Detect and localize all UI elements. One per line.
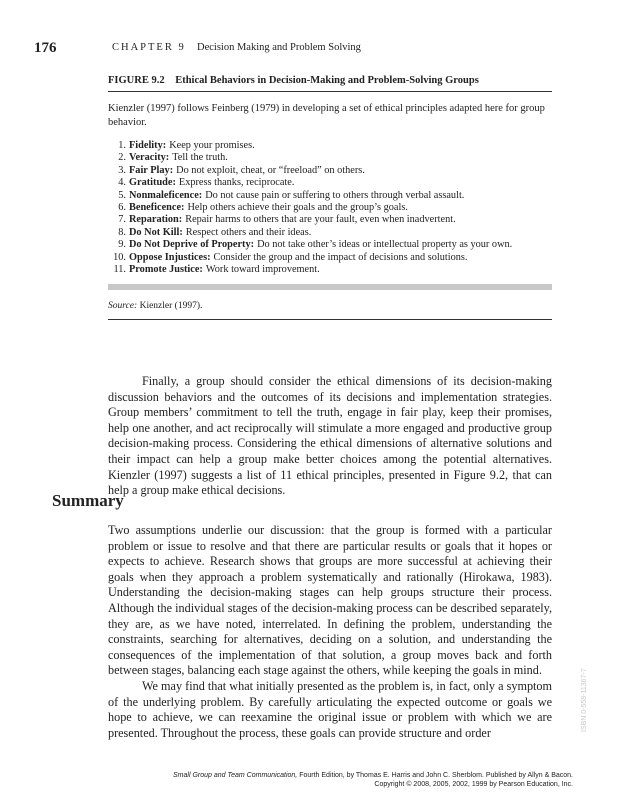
principle-body <box>129 202 408 214</box>
principle-body <box>129 177 294 189</box>
principle-text: Express thanks, reciprocate. <box>178 177 295 189</box>
footer-book-title: Small Group and Team Communication, <box>173 772 298 779</box>
principle-number: 8. <box>118 226 126 238</box>
principle-number: 4. <box>118 177 126 189</box>
principle-number: 10. <box>113 251 126 263</box>
figure-divider-bar <box>108 284 552 290</box>
principle-text: Tell the truth. <box>172 152 228 164</box>
principle-number: 1. <box>118 140 126 151</box>
principle-number: 2. <box>118 152 126 164</box>
chapter-title: Decision Making and Problem Solving <box>197 42 361 53</box>
principle-label: Nonmaleficence: <box>129 189 203 201</box>
principle-item <box>108 227 552 239</box>
principle-item <box>108 190 552 202</box>
principle-text: Consider the group and the impact of decisions and solutions. <box>213 251 468 263</box>
principle-text: Keep your promises. <box>169 140 255 151</box>
principle-number: 5. <box>118 189 126 201</box>
principle-text: Do not exploit, cheat, or “freeload” on others. <box>176 164 365 176</box>
principle-text: Help others achieve their goals and the group’s goals. <box>187 202 408 214</box>
principle-item <box>108 165 552 177</box>
principle-body <box>129 190 464 202</box>
footer-publisher: Fourth Edition, by Thomas E. Harris and John C. Sherblom. Published by Allyn & Bacon. <box>299 772 573 779</box>
summary-heading: Summary <box>52 491 124 510</box>
figure-caption: Ethical Behaviors in Decision-Making and Problem-Solving Groups <box>175 75 479 86</box>
figure-title <box>108 75 552 92</box>
principle-text: Work toward improvement. <box>205 264 320 276</box>
principle-label: Veracity: <box>129 152 170 164</box>
principle-item <box>108 214 552 226</box>
principle-text: Repair harms to others that are your fault, even when inadvertent. <box>185 214 456 226</box>
principle-body <box>129 140 255 152</box>
body-section <box>108 374 552 499</box>
footer-line-1 <box>173 771 573 780</box>
isbn-watermark: ISBN 0-558-11367-7 <box>581 668 588 732</box>
principle-number: 6. <box>118 202 126 214</box>
page-footer <box>173 771 573 789</box>
principle-label: Beneficence: <box>129 202 185 214</box>
principle-item <box>108 140 552 152</box>
principle-text: Do not cause pain or suffering to others through verbal assault. <box>205 189 465 201</box>
principle-body <box>129 227 311 239</box>
principle-number: 9. <box>118 239 126 251</box>
page-number: 176 <box>34 40 57 56</box>
principle-body <box>129 264 320 276</box>
principle-label: Fidelity: <box>129 140 167 151</box>
principle-body <box>129 214 456 226</box>
figure-box <box>108 75 552 320</box>
principle-label: Do Not Deprive of Property: <box>129 239 255 251</box>
running-header <box>34 40 594 60</box>
principle-body <box>129 252 467 264</box>
principle-item <box>108 202 552 214</box>
principle-text: Do not take other’s ideas or intellectual property as your own. <box>257 239 513 251</box>
figure-number: FIGURE 9.2 <box>108 75 165 86</box>
figure-bottom-rule <box>108 319 552 320</box>
principle-item <box>108 252 552 264</box>
body-paragraph: Finally, a group should consider the ethical dimensions of its decision-making discussion behaviors and the outcomes of its decisions and implementation strategies. Group members’ commitment to tell the truth, engage in fair play, keep their promises, help one another, and act reciprocally will stimulate a more engaged and productive group decision-making process. Considering the ethical dimensions of alternative solutions and their impact can help a group make better choices among the potential alternatives. Kienzler (1997) suggests a list of 11 ethical principles, presented in Figure 9.2, that can help a group make ethical decisions. <box>108 374 552 498</box>
principle-item <box>108 177 552 189</box>
footer-copyright: Copyright © 2008, 2005, 2002, 1999 by Pearson Education, Inc. <box>374 781 573 788</box>
principle-item <box>108 264 552 276</box>
summary-section <box>108 523 552 741</box>
principle-body <box>129 165 365 177</box>
principle-item <box>108 152 552 164</box>
principle-text: Respect others and their ideas. <box>185 226 312 238</box>
principle-number: 11. <box>113 264 126 276</box>
principle-label: Gratitude: <box>129 177 176 189</box>
principle-label: Fair Play: <box>129 164 174 176</box>
figure-intro: Kienzler (1997) follows Feinberg (1979) in developing a set of ethical principles adapted here for group behavior. <box>108 103 545 128</box>
principle-body <box>129 239 512 251</box>
principle-label: Promote Justice: <box>129 264 203 276</box>
summary-paragraph-2: We may find that what initially presented as the problem is, in fact, only a symptom of the underlying problem. By carefully articulating the expected outcome or goals we hope to achieve, we can reexamine the original issue or problem with which we are presented. Throughout the process, these goals can provide structure and order <box>108 678 552 740</box>
chapter-label: CHAPTER 9 <box>112 42 186 53</box>
principle-label: Reparation: <box>129 214 183 226</box>
ethical-principles-list <box>108 140 552 276</box>
principle-number: 3. <box>118 164 126 176</box>
source-label: Source: <box>108 301 138 312</box>
principle-body <box>129 152 228 164</box>
source-text: Kienzler (1997). <box>139 301 203 312</box>
principle-number: 7. <box>118 214 126 226</box>
principle-label: Do Not Kill: <box>129 226 183 238</box>
summary-paragraph-1: Two assumptions underlie our discussion: that the group is formed with a particular problem or issue to resolve and that there are particular results or goals that it hopes or expects to achieve. Research shows that groups are more successful at achieving their goals when they approach a problem systematically and rationally (Hirokawa, 1983). Understanding the decision-making stages can help groups structure their process. Although the individual stages of the decision-making process can be described separately, they are, as we have noted, interrelated. In defining the problem, understanding the constraints, searching for alternatives, deciding on a solution, and understanding the consequences of the implementation of that solution, a group moves back and forth between stages, balancing each stage against the others, while keeping the goals in mind. <box>108 523 552 678</box>
figure-source <box>108 301 552 311</box>
principle-item <box>108 239 552 251</box>
principle-label: Oppose Injustices: <box>129 251 211 263</box>
